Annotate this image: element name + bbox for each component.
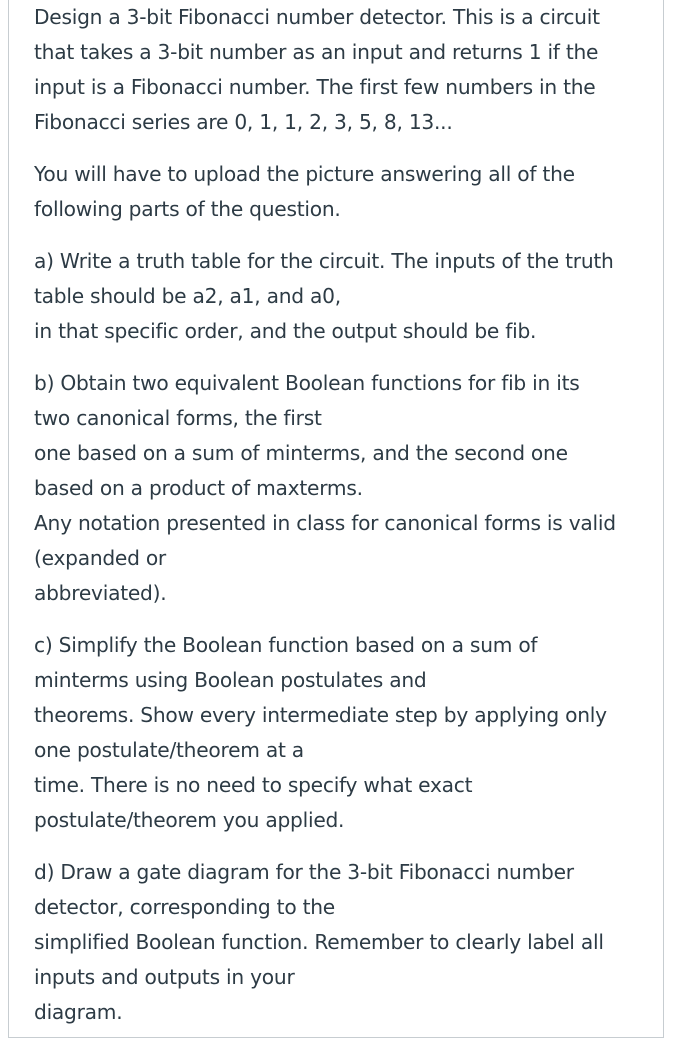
part-b-line: Any notation presented in class for canonical forms is valid: [34, 511, 616, 535]
upload-note-paragraph: [34, 157, 662, 227]
part-c-line: theorems. Show every intermediate step by applying only: [34, 703, 607, 727]
part-d-line: detector, corresponding to the: [34, 895, 335, 919]
intro-paragraph: [34, 0, 662, 140]
part-d-paragraph: [34, 855, 662, 1030]
paragraph-gap: [34, 140, 662, 157]
part-c-line: c) Simplify the Boolean function based on a sum of: [34, 633, 538, 657]
paragraph-gap: [34, 349, 662, 366]
paragraph-gap: [34, 838, 662, 855]
part-d-line: inputs and outputs in your: [34, 965, 295, 989]
part-b-line: b) Obtain two equivalent Boolean functions for fib in its: [34, 371, 580, 395]
part-a-line: a) Write a truth table for the circuit. The inputs of the truth: [34, 249, 614, 273]
part-c-line: time. There is no need to specify what exact: [34, 773, 473, 797]
question-body: [34, 0, 662, 1030]
part-d-line: d) Draw a gate diagram for the 3-bit Fibonacci number: [34, 860, 574, 884]
part-b-line: one based on a sum of minterms, and the second one: [34, 441, 568, 465]
paragraph-gap: [34, 611, 662, 628]
part-b-line: two canonical forms, the first: [34, 406, 322, 430]
intro-line: input is a Fibonacci number. The first few numbers in the: [34, 75, 596, 99]
upload-note-line: following parts of the question.: [34, 197, 341, 221]
part-a-line: table should be a2, a1, and a0,: [34, 284, 341, 308]
part-a-paragraph: [34, 244, 662, 349]
part-a-line: in that specific order, and the output should be fib.: [34, 319, 537, 343]
part-c-line: minterms using Boolean postulates and: [34, 668, 427, 692]
intro-line: Fibonacci series are 0, 1, 1, 2, 3, 5, 8, 13...: [34, 110, 453, 134]
intro-line: that takes a 3-bit number as an input and returns 1 if the: [34, 40, 599, 64]
paragraph-gap: [34, 227, 662, 244]
part-b-line: based on a product of maxterms.: [34, 476, 363, 500]
part-d-line: simplified Boolean function. Remember to clearly label all: [34, 930, 604, 954]
intro-line: Design a 3-bit Fibonacci number detector. This is a circuit: [34, 5, 600, 29]
part-c-line: one postulate/theorem at a: [34, 738, 304, 762]
upload-note-line: You will have to upload the picture answering all of the: [34, 162, 575, 186]
part-c-paragraph: [34, 628, 662, 838]
part-b-line: (expanded or: [34, 546, 166, 570]
part-d-line: diagram.: [34, 1000, 123, 1024]
part-b-paragraph: [34, 366, 662, 611]
part-b-line: abbreviated).: [34, 581, 167, 605]
part-c-line: postulate/theorem you applied.: [34, 808, 345, 832]
